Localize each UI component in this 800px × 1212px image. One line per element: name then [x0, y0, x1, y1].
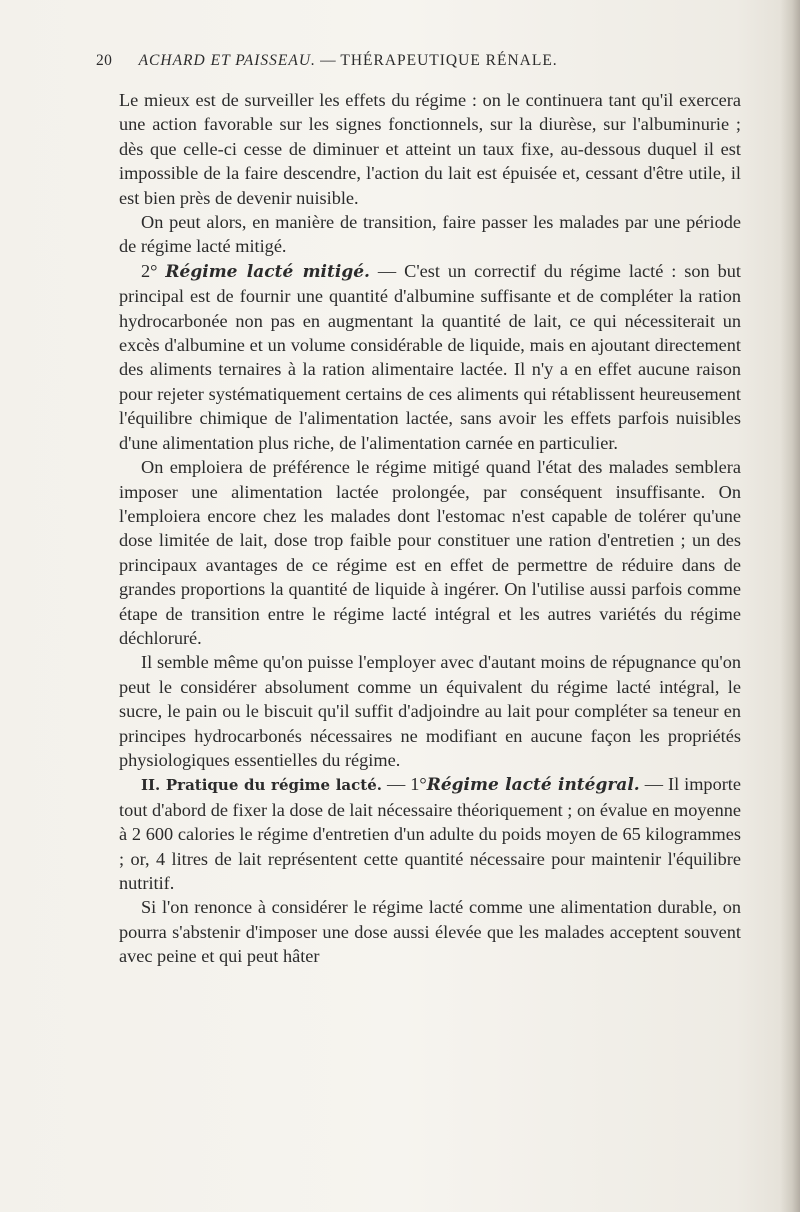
- paragraph-text: Le mieux est de surveiller les effets du régime : on le continuera tant qu'il exercera une action favorable sur les signes fonctionnels, sur la diurèse, sur l'albuminurie ; dès que celle-ci cesse de diminuer et atteint un taux fixe, au-dessous duquel il est impossible de la faire descendre, l'action du lait est épuisée et, cessant d'être utile, il est bien près de devenir nuisible.: [119, 90, 741, 208]
- paragraph-text: Il semble même qu'on puisse l'employer avec d'autant moins de répugnance qu'on peut le considérer absolument comme un équivalent du régime lacté intégral, le sucre, le pain ou le biscuit qu'il suffit d'adjoindre au lait pour compléter sa teneur en principes hydrocarbonés nécessaires ne modifiant en aucune façon les propriétés physiologiques essentielles du régime.: [119, 652, 741, 770]
- paragraph: [119, 895, 741, 968]
- page-edge-shadow: [780, 0, 800, 1212]
- section-number: — 1°: [386, 774, 427, 795]
- header-separator: —: [320, 52, 337, 69]
- section-heading: II. Pratique du régime lacté.: [141, 776, 382, 795]
- paragraph-text: — C'est un correctif du régime lacté : son but principal est de fournir une quantité d'albumine suffisante et de compléter la ration hydrocarbonée non pas en augmentant la quantité de lait, ce qui nécessiterait un excès d'albumine et un volume considérable de liquide, mais en ajoutant directement des aliments ternaires à la ration alimentaire lactée. Il n'y a en effet aucune raison pour rejeter systématiquement certains de ces aliments qui rétablissent heureusement l'équilibre chimique de l'alimentation lactée, sans avoir les effets parfois nuisibles d'une alimentation plus riche, de l'alimentation carnée en particulier.: [119, 260, 741, 453]
- page-number: 20: [96, 52, 113, 69]
- paragraph-text: On peut alors, en manière de transition, faire passer les malades par une période de régime lacté mitigé.: [119, 212, 741, 257]
- paragraph: [119, 772, 741, 895]
- header-title: THÉRAPEUTIQUE RÉNALE.: [340, 52, 558, 69]
- body-text: [119, 88, 741, 969]
- subsection-heading: Régime lacté mitigé.: [165, 261, 370, 282]
- paragraph-text: — Il importe tout d'abord de fixer la dose de lait nécessaire théoriquement ; on évalue en moyenne à 2 600 calories le régime d'entretien d'un adulte du poids moyen de 65 kilogrammes ; or, 4 litres de lait représentent cette quantité nécessaire pour maintenir l'équilibre nutritif.: [119, 774, 741, 893]
- paragraph-text: Si l'on renonce à considérer le régime lacté comme une alimentation durable, on pourra s'abstenir d'imposer une dose aussi élevée que les malades acceptent souvent avec peine et qui peut hâter: [119, 897, 741, 967]
- section-number: 2°: [141, 260, 158, 281]
- paragraph: [119, 650, 741, 772]
- paragraph: [119, 455, 741, 650]
- paragraph: [119, 88, 741, 210]
- header-authors: ACHARD ET PAISSEAU.: [138, 52, 316, 69]
- running-header: [96, 52, 696, 70]
- paragraph: [119, 259, 741, 455]
- subsection-heading: Régime lacté intégral.: [426, 775, 640, 796]
- paragraph: [119, 210, 741, 259]
- paragraph-text: On emploiera de préférence le régime mitigé quand l'état des malades semblera imposer une alimentation lactée prolongée, par conséquent insuffisante. On l'emploiera encore chez les malades dont l'estomac n'est capable de tolérer qu'une dose limitée de lait, dose trop faible pour constituer une ration d'entretien ; un des principaux avantages de ce régime est en effet de permettre de réduire dans de grandes proportions la quantité de liquide à ingérer. On l'utilise aussi parfois comme étape de transition entre le régime lacté intégral et les autres variétés du régime déchloruré.: [119, 457, 741, 648]
